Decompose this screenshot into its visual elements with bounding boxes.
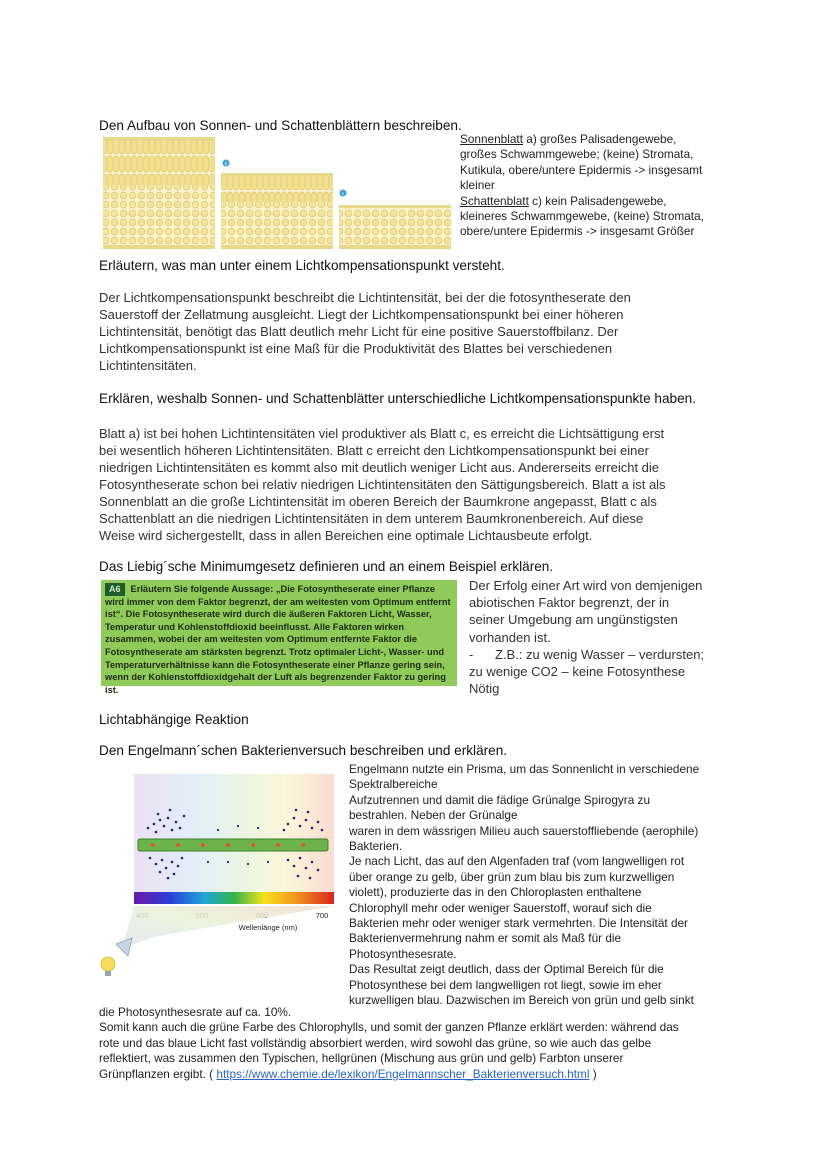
light-bulb-icon [101,957,115,971]
prism-icon [116,938,132,956]
engelmann-spectrum-figure [98,766,344,988]
axis-label: Wellenlänge (nm) [238,923,298,932]
task-tag: A6 [105,583,125,596]
heading-liebig: Das Liebig´sche Minimumgesetz definieren und an einem Beispiel erklären. [99,559,554,574]
leaf-description: Sonnenblatt a) großes Palisadengewebe, großes Schwammgewebe; (keine) Stromata, Kutikula, obere/untere Epidermis -> insgesamt kleiner Schattenblatt c) kein Palisadengewebe, kleineres Schwammgewebe, (keine) Stromata, obere/untere Epidermis -> insgesamt Größer [460,132,704,239]
different-points-text: Blatt a) ist bei hohen Lichtintensitäten viel produktiver als Blatt c, es erreicht die Lichtsättigung erst bei wesentlich höheren Lichtintensitäten. Blatt c erreicht den Lichtkompensationspunkt bei einer niedrigen Lichtintensitäten es kommt also mit deutlich weniger Licht aus. Andererseits erreicht die Fotosyntheserate schon bei relativ niedrigen Lichtintensitäten den Sättigungsbereich. Blatt a ist als Sonnenblatt an die große Lichtintensität im oberen Bereich der Baumkrone angepasst, Blatt c als Schattenblatt an die niedrigen Lichtintensitäten in dem unterem Baumkronenbereich. Auf diese Weise wird sichergestellt, dass in allen Bereichen eine optimale Lichtausbeute erfolgt. [99,426,666,543]
engelmann-text-right: Engelmann nutzte ein Prisma, um das Sonnenlicht in verschiedene Spektralbereiche Aufzutrennen und damit die fädige Grünalge Spirogyra zu bestrahlen. Neben der Grünalge waren in dem wässrigen Milieu auch sauerstoffliebende (aerophile) Bakterien. Je nach Licht, das auf den Algenfaden traf (vom langwelligen rot über orange zu gelb, über grün zum blau bis zum kurzwelligen violett), produzierte das in den Chloroplasten enthaltene Chlorophyll mehr oder weniger Sauerstoff, worauf sich die Bakterien mehr oder weniger stark vermehrten. Die Intensität der Bakterienvermehrung nahm er somit als Maß für die Photosynthesesrate. Das Resultat zeigt deutlich, dass der Optimal Bereich für die Photosynthese bei dem langwelligen rot liegt, sowie im eher kurzwelligen blau. Dazwischen im Bereich von grün und gelb sinkt [349,762,700,1008]
task-text: Erläutern Sie folgende Aussage: „Die Fotosyntheserate einer Pflanze wird immer von dem Faktor begrenzt, der am weitesten vom Optimum entfernt ist“. Die Fotosyntheserate wird durch die äußeren Faktoren Licht, Wasser, Temperatur und Kohlenstoffdioxid beeinflusst. Alle Faktoren wirken zusammen, wobei der am weitesten vom Optimum entfernte Faktor die Fotosyntheserate am stärksten begrenzt. Trotz optimaler Licht-, Wasser- und Temperaturverhältnisse kann die Fotosyntheserate einer Pflanze gering sein, wenn der Kohlenstoffdioxidgehalt der Luft als begrenzender Faktor zu gering ist. [105,584,451,695]
heading-light-reaction: Lichtabhängige Reaktion [99,712,249,727]
spectrum-bar [134,892,334,904]
source-link[interactable]: https://www.chemie.de/lexikon/Engelmannscher_Bakterienversuch.html [216,1066,590,1081]
sun-leaf-term: Sonnenblatt [460,132,523,146]
heading-engelmann: Den Engelmann´schen Bakterienversuch beschreiben und erklären. [99,743,508,758]
compensation-point-text: Der Lichtkompensationspunkt beschreibt die Lichtintensität, bei der die fotosyntheserate den Sauerstoff der Zellatmung ausgleicht. Liegt der Lichtkompensationspunkt bei einer höheren Lichtintensität, benötigt das Blatt deutlich mehr Licht für eine positive Sauerstoffbilanz. Der Lichtkompensationspunkt ist eine Maß für die Produktivität des Blattes bei verschiedenen Lichtintensitäten. [99,290,631,373]
leaf-cross-section-image [101,137,453,250]
liebig-text: Der Erfolg einer Art wird von demjenigen abiotischen Faktor begrenzt, der in seiner Umgebung am ungünstigsten vorhanden ist. - Z.B.: zu wenig Wasser – verdursten; zu wenige CO2 – keine Fotosynthese Nötig [469,578,705,697]
tick-700: 700 [315,911,329,920]
shade-leaf-term: Schattenblatt [460,193,529,208]
heading-different-points: Erklären, weshalb Sonnen- und Schattenblätter unterschiedliche Lichtkompensationspunkte haben. [99,391,696,406]
fig-label-b: b [224,161,228,166]
engelmann-text-full: die Photosynthesesrate auf ca. 10%. Somit kann auch die grüne Farbe des Chlorophylls, und somit der ganzen Pflanze erklärt werden: während das rote und das blaue Licht fast vollständig absorbiert werden, wird sowohl das grüne, so wie auch das gelbe reflektiert, was zusammen den Typischen, hellgrünen (Mischung aus grün und gelb) Farbton unserer Grünpflanzen ergibt. ( https://www.chemie.de/lexikon/Engelmannscher_Bakterienversuch.html ) [99,1005,679,1081]
heading-leaf-structure: Den Aufbau von Sonnen- und Schattenblättern beschreiben. [99,118,462,133]
heading-compensation-point: Erläutern, was man unter einem Lichtkompensationspunkt versteht. [99,258,505,273]
task-box [101,580,457,695]
fig-label-c: c [341,191,345,196]
